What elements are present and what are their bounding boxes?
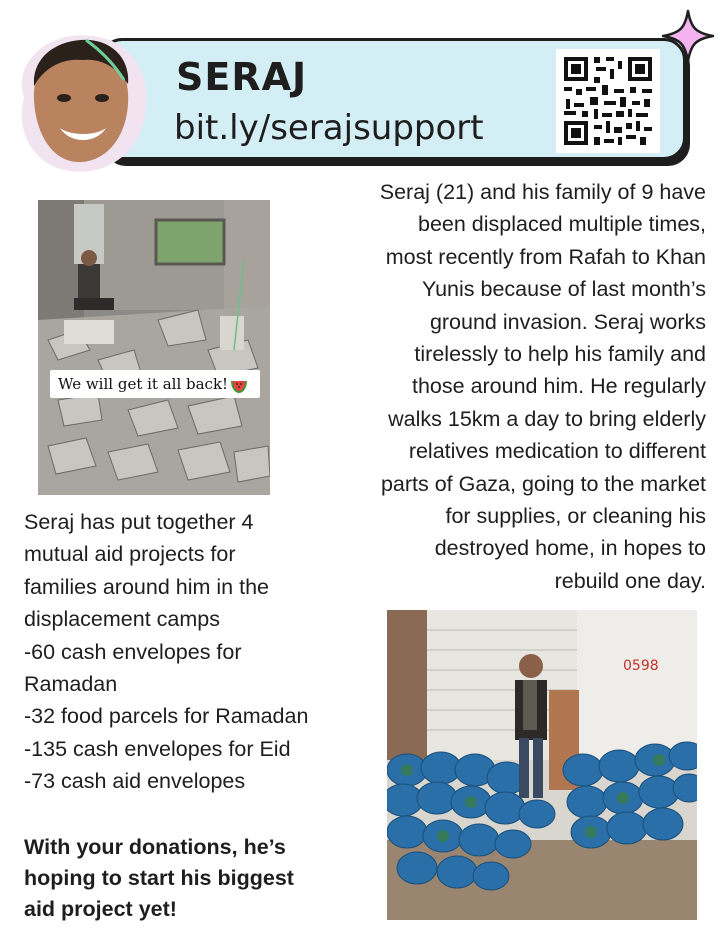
appeal-line: aid project yet! [24,897,177,921]
story-line: walks 15km a day to bring elderly [388,406,706,431]
project-item: -60 cash envelopes for [24,639,242,664]
food-parcels-photo [387,610,697,920]
story-line: for supplies, or cleaning his [445,504,706,529]
avatar [4,28,154,176]
projects-list [24,506,374,798]
story-line: Yunis because of last month’s [421,277,706,302]
rubble-photo [38,200,270,495]
story-line: ground invasion. Seraj works [429,309,706,334]
story-line: relatives medication to different [408,439,706,464]
story-line: Seraj (21) and his family of 9 have [379,180,706,204]
projects-intro-line: displacement camps [24,607,220,632]
donation-link[interactable]: bit.ly/serajsupport [174,108,484,148]
story-line: rebuild one day. [554,568,706,593]
story-line: been displaced multiple times, [417,212,706,237]
story-line: tirelessly to help his family and [414,342,706,367]
donation-appeal [24,832,364,925]
story-line: destroyed home, in hopes to [434,536,706,561]
page-title: SERAJ [176,55,308,99]
projects-intro-line: families around him in the [24,574,269,599]
project-item: -32 food parcels for Ramadan [24,704,309,729]
qr-code[interactable] [556,49,660,153]
project-item: -73 cash aid envelopes [24,769,246,794]
caption-text: We will get it all back! [58,375,229,393]
story-line: most recently from Rafah to Khan [385,244,706,269]
appeal-line: With your donations, he’s [24,835,286,859]
story-line: those around him. He regularly [412,374,706,399]
photo-caption [50,370,260,398]
watermelon-icon [230,376,248,392]
project-item: -135 cash envelopes for Eid [24,736,291,761]
sparkle-icon [660,8,716,64]
story-paragraph [318,176,706,597]
svg-text:0598: 0598 [623,658,659,674]
story-line: parts of Gaza, going to the market [380,471,706,496]
projects-intro-line: Seraj has put together 4 [24,510,254,534]
project-item: Ramadan [24,672,118,697]
projects-intro-line: mutual aid projects for [24,542,236,567]
appeal-line: hoping to start his biggest [24,866,294,890]
